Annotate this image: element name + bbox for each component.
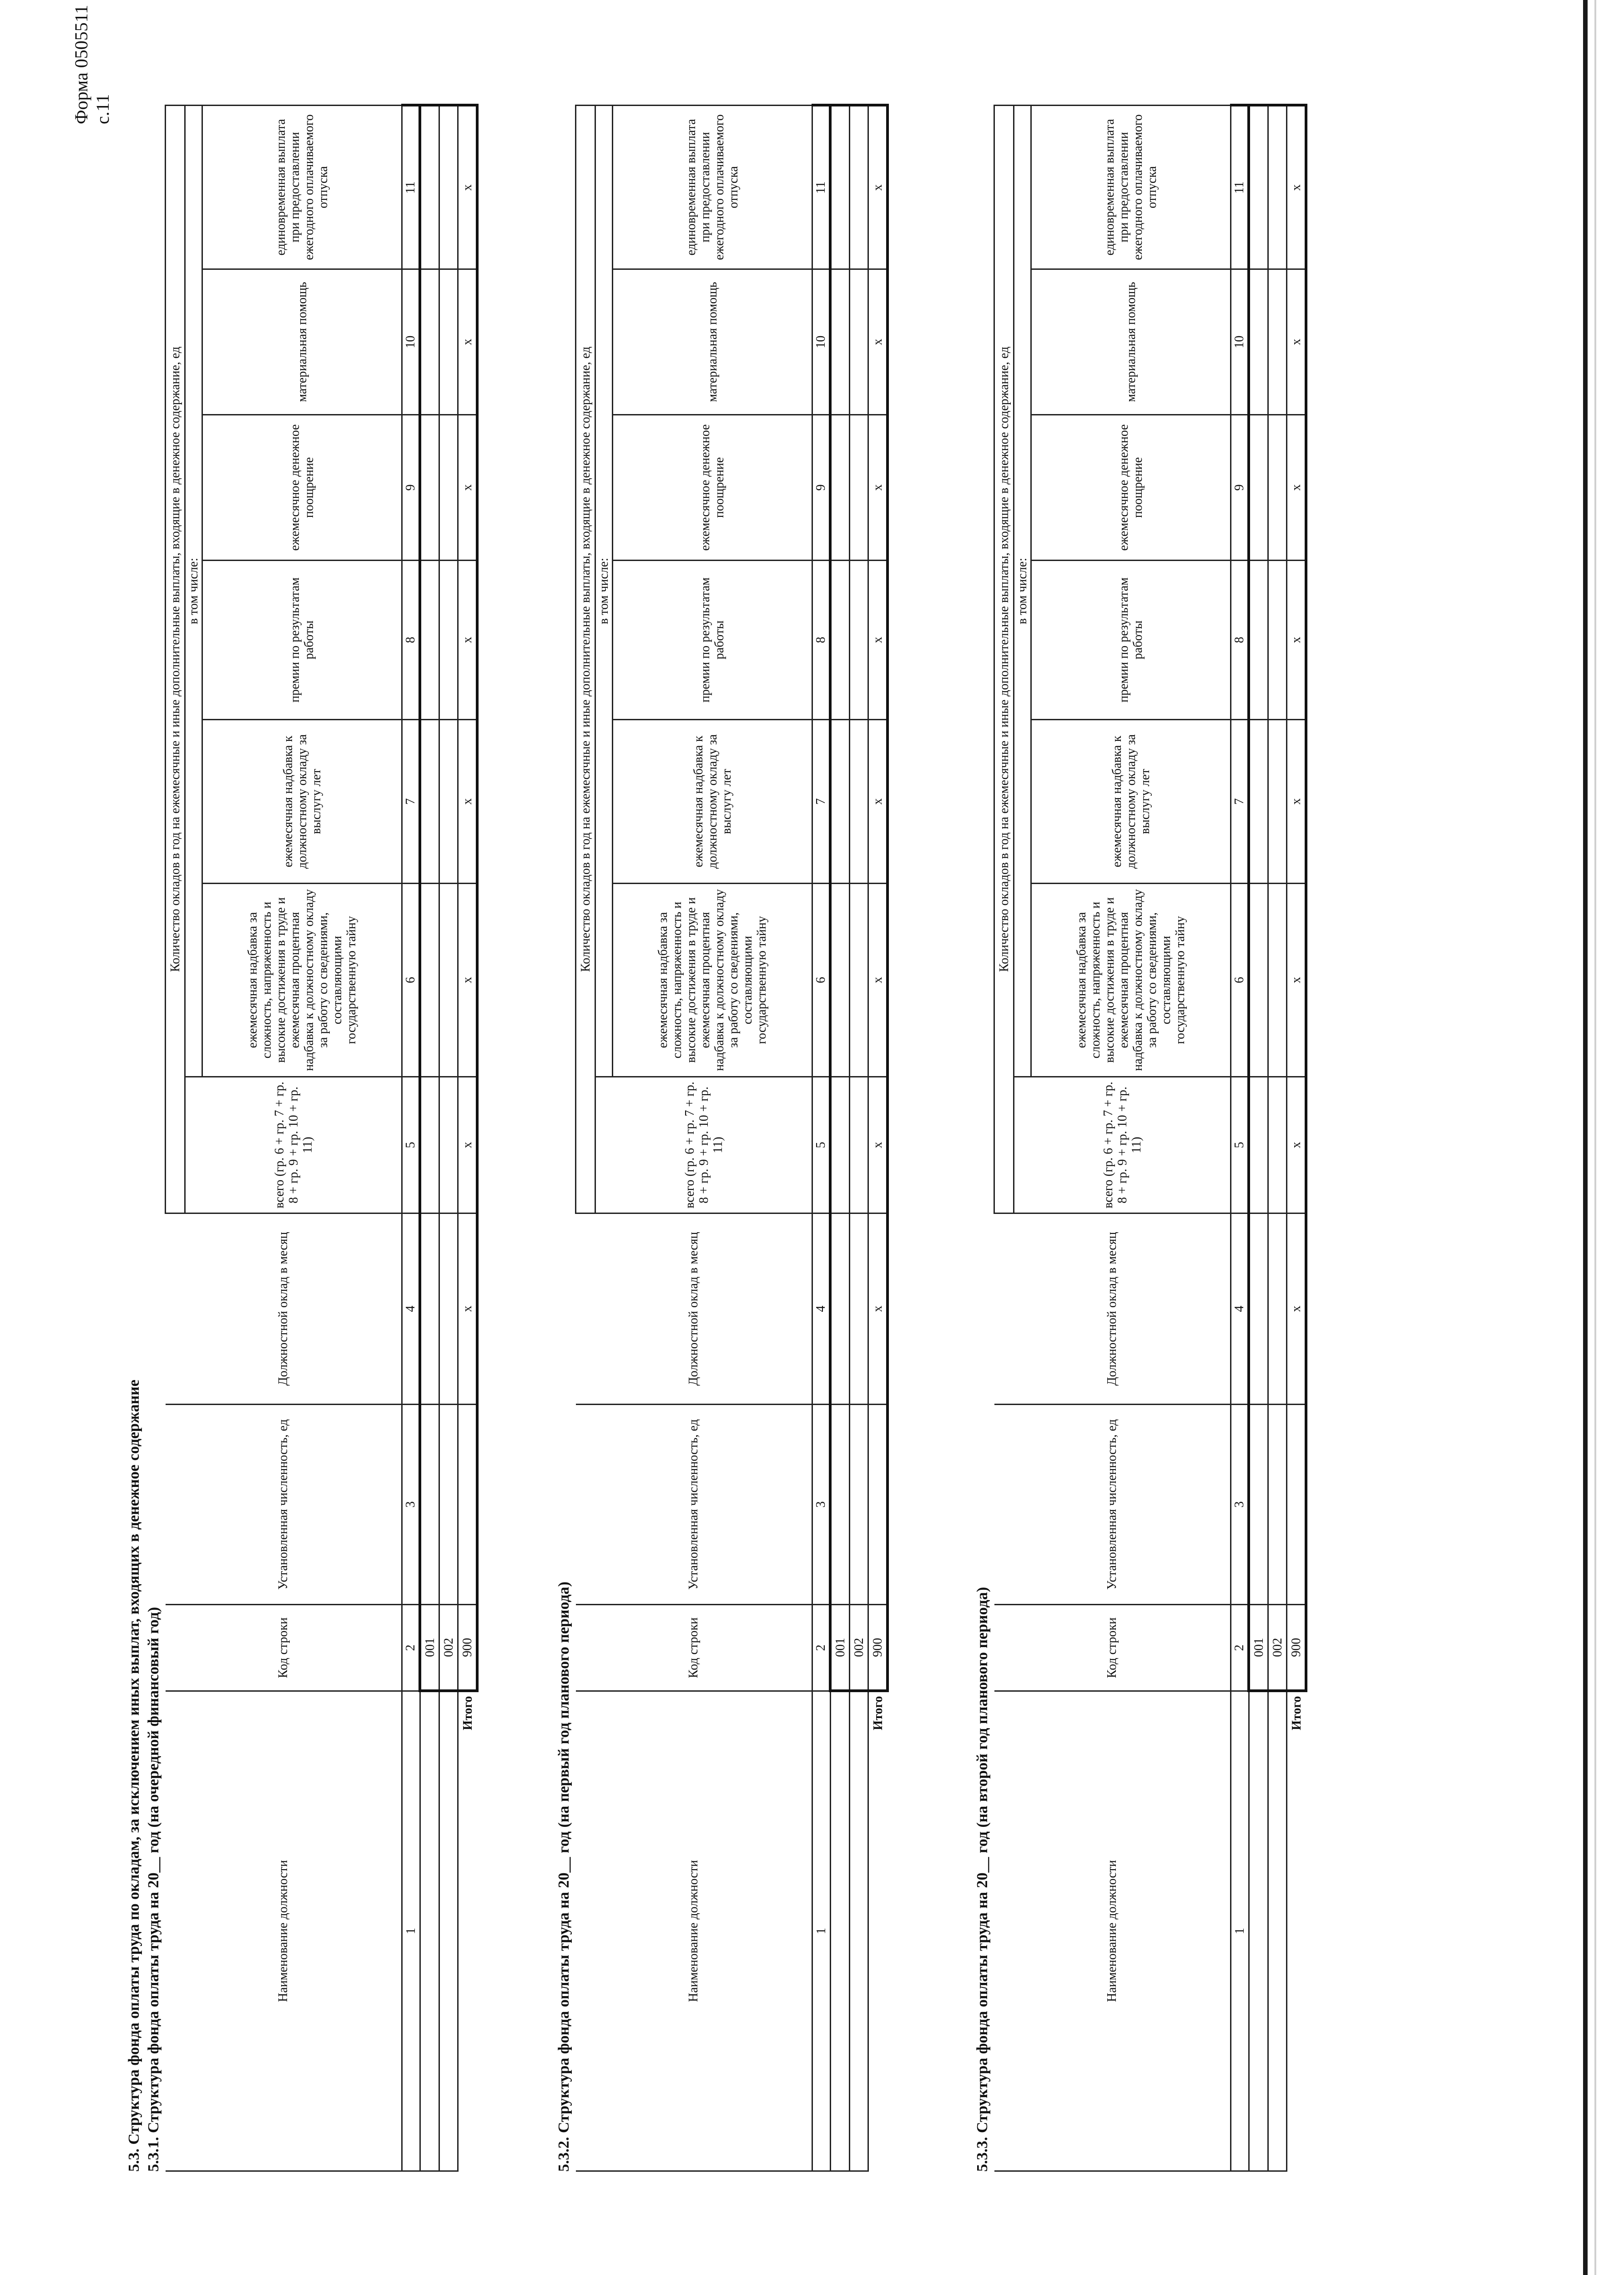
table-cell[interactable] xyxy=(458,1405,478,1605)
row-code: 001 xyxy=(830,1605,850,1691)
header-performance-premium: премии по результатам работы xyxy=(613,561,812,720)
row-code: 001 xyxy=(1249,1605,1268,1691)
header-position-name: Наименование должности xyxy=(166,1691,402,2171)
header-salary-count-group: Количество окладов в год на ежемесячные и иные дополнительные выплаты, входящие в денежное содержание, ед xyxy=(994,105,1014,1213)
header-material-aid: материальная помощь xyxy=(1031,269,1231,415)
section-title-1: 5.3.1. Структура фонда оплаты труда на 20__ год (на очередной финансовый год) xyxy=(145,1607,162,2172)
table-cell[interactable] xyxy=(1268,1405,1287,1605)
x-mark: x xyxy=(458,415,478,561)
table-cell[interactable] xyxy=(420,884,439,1077)
table-cell[interactable] xyxy=(439,1077,458,1213)
header-seniority-bonus: ежемесячная надбавка к должностному окладу за выслугу лет xyxy=(1031,720,1231,884)
table-cell[interactable] xyxy=(439,720,458,884)
header-seniority-bonus: ежемесячная надбавка к должностному окладу за выслугу лет xyxy=(613,720,812,884)
table-cell[interactable] xyxy=(1249,720,1268,884)
table-cell[interactable] xyxy=(1249,269,1268,415)
x-mark: x xyxy=(458,1213,478,1405)
col-number: 9 xyxy=(812,415,831,561)
table-cell[interactable] xyxy=(439,561,458,720)
header-position-name: Наименование должности xyxy=(576,1691,812,2171)
x-mark: x xyxy=(458,1077,478,1213)
table-cell[interactable] xyxy=(1249,1077,1268,1213)
salary-table-2 xyxy=(575,104,889,2172)
header-complexity-bonus: ежемесячная надбавка за сложность, напряженность и высокие достижения в труде и ежемесячная процентная надбавка к должностному окладу за работу со сведениями, составляющими государственную тайну xyxy=(202,884,402,1077)
col-number: 3 xyxy=(812,1405,831,1605)
table-cell[interactable] xyxy=(830,415,850,561)
col-number: 7 xyxy=(1231,720,1249,884)
x-mark: x xyxy=(868,720,888,884)
header-salary-count-group: Количество окладов в год на ежемесячные и иные дополнительные выплаты, входящие в денежное содержание, ед xyxy=(576,105,595,1213)
header-row-code: Код строки xyxy=(166,1605,402,1691)
header-including: в том числе: xyxy=(185,105,202,1077)
row-code: 002 xyxy=(439,1605,458,1691)
table-cell[interactable] xyxy=(439,415,458,561)
table-cell[interactable] xyxy=(420,105,439,269)
x-mark: x xyxy=(868,884,888,1077)
col-number: 2 xyxy=(812,1605,831,1691)
col-number: 8 xyxy=(812,561,831,720)
header-complexity-bonus: ежемесячная надбавка за сложность, напряженность и высокие достижения в труде и ежемесячная процентная надбавка к должностному окладу за работу со сведениями, составляющими государственную тайну xyxy=(613,884,812,1077)
header-including: в том числе: xyxy=(595,105,613,1077)
col-number: 6 xyxy=(402,884,420,1077)
table-cell[interactable] xyxy=(439,884,458,1077)
header-total-salaries: всего (гр. 6 + гр. 7 + гр. 8 + гр. 9 + гр. 10 + гр. 11) xyxy=(595,1077,812,1213)
header-material-aid: материальная помощь xyxy=(202,269,402,415)
total-label: Итого xyxy=(868,1691,888,2171)
salary-table-1 xyxy=(165,104,479,2172)
row-code: 001 xyxy=(420,1605,439,1691)
header-monthly-incentive: ежемесячное денежное поощрение xyxy=(613,415,812,561)
table-cell[interactable] xyxy=(420,415,439,561)
header-total-salaries: всего (гр. 6 + гр. 7 + гр. 8 + гр. 9 + гр. 10 + гр. 11) xyxy=(1014,1077,1231,1213)
header-total-salaries: всего (гр. 6 + гр. 7 + гр. 8 + гр. 9 + гр. 10 + гр. 11) xyxy=(185,1077,402,1213)
table-cell[interactable] xyxy=(1268,1077,1287,1213)
col-number: 6 xyxy=(1231,884,1249,1077)
table-cell[interactable] xyxy=(1249,1405,1268,1605)
x-mark: x xyxy=(868,561,888,720)
col-number: 7 xyxy=(402,720,420,884)
x-mark: x xyxy=(1287,1077,1306,1213)
table-cell[interactable] xyxy=(439,1691,458,2171)
table-cell[interactable] xyxy=(420,1691,439,2171)
col-number: 8 xyxy=(402,561,420,720)
row-code: 002 xyxy=(1268,1605,1287,1691)
col-number: 11 xyxy=(1231,105,1249,269)
col-number: 3 xyxy=(1231,1405,1249,1605)
header-vacation-payment: единовременная выплата при предоставлении ежегодного оплачиваемого отпуска xyxy=(202,105,402,269)
table-cell[interactable] xyxy=(830,1691,850,2171)
header-position-name: Наименование должности xyxy=(994,1691,1231,2171)
table-cell[interactable] xyxy=(420,720,439,884)
table-cell[interactable] xyxy=(439,269,458,415)
col-number: 5 xyxy=(402,1077,420,1213)
table-cell[interactable] xyxy=(1249,415,1268,561)
table-cell[interactable] xyxy=(1268,884,1287,1077)
table-cell[interactable] xyxy=(830,269,850,415)
table-cell[interactable] xyxy=(830,105,850,269)
col-number: 9 xyxy=(402,415,420,561)
x-mark: x xyxy=(458,269,478,415)
header-monthly-salary: Должностной оклад в месяц xyxy=(166,1213,402,1405)
table-cell[interactable] xyxy=(850,1213,868,1405)
total-code: 900 xyxy=(868,1605,888,1691)
table-cell[interactable] xyxy=(830,1405,850,1605)
table-cell[interactable] xyxy=(1268,105,1287,269)
col-number: 11 xyxy=(402,105,420,269)
table-cell[interactable] xyxy=(439,105,458,269)
form-code: Форма 0505511 с.11 xyxy=(71,5,113,124)
header-vacation-payment: единовременная выплата при предоставлении ежегодного оплачиваемого отпуска xyxy=(1031,105,1231,269)
x-mark: x xyxy=(1287,105,1306,269)
section-title-3: 5.3.3. Структура фонда оплаты труда на 20__ год (на второй год планового периода) xyxy=(974,1587,991,2172)
header-row-code: Код строки xyxy=(576,1605,812,1691)
col-number: 5 xyxy=(1231,1077,1249,1213)
table-cell[interactable] xyxy=(439,1405,458,1605)
col-number: 1 xyxy=(1231,1691,1249,2171)
header-monthly-incentive: ежемесячное денежное поощрение xyxy=(202,415,402,561)
x-mark: x xyxy=(868,415,888,561)
col-number: 2 xyxy=(402,1605,420,1691)
header-including: в том числе: xyxy=(1014,105,1031,1077)
x-mark: x xyxy=(868,105,888,269)
x-mark: x xyxy=(458,561,478,720)
x-mark: x xyxy=(458,105,478,269)
table-cell[interactable] xyxy=(1268,269,1287,415)
table-cell[interactable] xyxy=(1287,1405,1306,1605)
table-cell[interactable] xyxy=(850,1405,868,1605)
x-mark: x xyxy=(458,720,478,884)
x-mark: x xyxy=(1287,415,1306,561)
header-monthly-salary: Должностной оклад в месяц xyxy=(576,1213,812,1405)
table-cell[interactable] xyxy=(1249,561,1268,720)
col-number: 9 xyxy=(1231,415,1249,561)
col-number: 1 xyxy=(402,1691,420,2171)
x-mark: x xyxy=(868,269,888,415)
header-staff-count: Установленная численность, ед xyxy=(166,1405,402,1605)
header-staff-count: Установленная численность, ед xyxy=(576,1405,812,1605)
table-cell[interactable] xyxy=(1268,415,1287,561)
table-cell[interactable] xyxy=(1268,1691,1287,2171)
total-label: Итого xyxy=(458,1691,478,2171)
table-cell[interactable] xyxy=(420,561,439,720)
col-number: 11 xyxy=(812,105,831,269)
x-mark: x xyxy=(1287,269,1306,415)
header-performance-premium: премии по результатам работы xyxy=(202,561,402,720)
x-mark: x xyxy=(868,1077,888,1213)
header-performance-premium: премии по результатам работы xyxy=(1031,561,1231,720)
table-cell[interactable] xyxy=(830,884,850,1077)
table-cell[interactable] xyxy=(850,561,868,720)
table-cell[interactable] xyxy=(420,1405,439,1605)
table-cell[interactable] xyxy=(850,105,868,269)
x-mark: x xyxy=(458,884,478,1077)
table-cell[interactable] xyxy=(850,269,868,415)
section-main-title: 5.3. Структура фонда оплаты труда по окладам, за исключением иных выплат, входящих в денежное содержание xyxy=(126,1380,142,2172)
col-number: 2 xyxy=(1231,1605,1249,1691)
header-salary-count-group: Количество окладов в год на ежемесячные и иные дополнительные выплаты, входящие в денежное содержание, ед xyxy=(166,105,185,1213)
col-number: 6 xyxy=(812,884,831,1077)
total-code: 900 xyxy=(458,1605,478,1691)
table-cell[interactable] xyxy=(1249,884,1268,1077)
table-cell[interactable] xyxy=(1268,720,1287,884)
header-monthly-salary: Должностной оклад в месяц xyxy=(994,1213,1231,1405)
x-mark: x xyxy=(1287,1213,1306,1405)
col-number: 7 xyxy=(812,720,831,884)
table-cell[interactable] xyxy=(420,269,439,415)
col-number: 4 xyxy=(812,1213,831,1405)
x-mark: x xyxy=(1287,884,1306,1077)
x-mark: x xyxy=(1287,720,1306,884)
header-row-code: Код строки xyxy=(994,1605,1231,1691)
table-cell[interactable] xyxy=(850,1077,868,1213)
col-number: 10 xyxy=(812,269,831,415)
row-code: 002 xyxy=(850,1605,868,1691)
col-number: 10 xyxy=(1231,269,1249,415)
col-number: 8 xyxy=(1231,561,1249,720)
table-cell[interactable] xyxy=(868,1405,888,1605)
col-number: 1 xyxy=(812,1691,831,2171)
table-cell[interactable] xyxy=(1249,1213,1268,1405)
table-cell[interactable] xyxy=(439,1213,458,1405)
col-number: 5 xyxy=(812,1077,831,1213)
table-cell[interactable] xyxy=(1268,1213,1287,1405)
header-vacation-payment: единовременная выплата при предоставлении ежегодного оплачиваемого отпуска xyxy=(613,105,812,269)
salary-table-3 xyxy=(994,104,1307,2172)
table-cell[interactable] xyxy=(830,561,850,720)
header-complexity-bonus: ежемесячная надбавка за сложность, напряженность и высокие достижения в труде и ежемесячная процентная надбавка к должностному окладу за работу со сведениями, составляющими государственную тайну xyxy=(1031,884,1231,1077)
section-title-2: 5.3.2. Структура фонда оплаты труда на 20__ год (на первый год планового периода) xyxy=(555,1582,572,2172)
table-cell[interactable] xyxy=(850,415,868,561)
header-seniority-bonus: ежемесячная надбавка к должностному окладу за выслугу лет xyxy=(202,720,402,884)
col-number: 3 xyxy=(402,1405,420,1605)
table-cell[interactable] xyxy=(1249,1691,1268,2171)
table-cell[interactable] xyxy=(850,720,868,884)
table-cell[interactable] xyxy=(850,1691,868,2171)
total-label: Итого xyxy=(1287,1691,1306,2171)
x-mark: x xyxy=(868,1213,888,1405)
table-cell[interactable] xyxy=(1268,561,1287,720)
total-code: 900 xyxy=(1287,1605,1306,1691)
table-cell[interactable] xyxy=(830,1077,850,1213)
x-mark: x xyxy=(1287,561,1306,720)
table-cell[interactable] xyxy=(830,1213,850,1405)
header-material-aid: материальная помощь xyxy=(613,269,812,415)
col-number: 4 xyxy=(1231,1213,1249,1405)
table-cell[interactable] xyxy=(1249,105,1268,269)
header-staff-count: Установленная численность, ед xyxy=(994,1405,1231,1605)
col-number: 10 xyxy=(402,269,420,415)
header-monthly-incentive: ежемесячное денежное поощрение xyxy=(1031,415,1231,561)
table-cell[interactable] xyxy=(850,884,868,1077)
table-cell[interactable] xyxy=(830,720,850,884)
col-number: 4 xyxy=(402,1213,420,1405)
table-cell[interactable] xyxy=(420,1077,439,1213)
table-cell[interactable] xyxy=(420,1213,439,1405)
